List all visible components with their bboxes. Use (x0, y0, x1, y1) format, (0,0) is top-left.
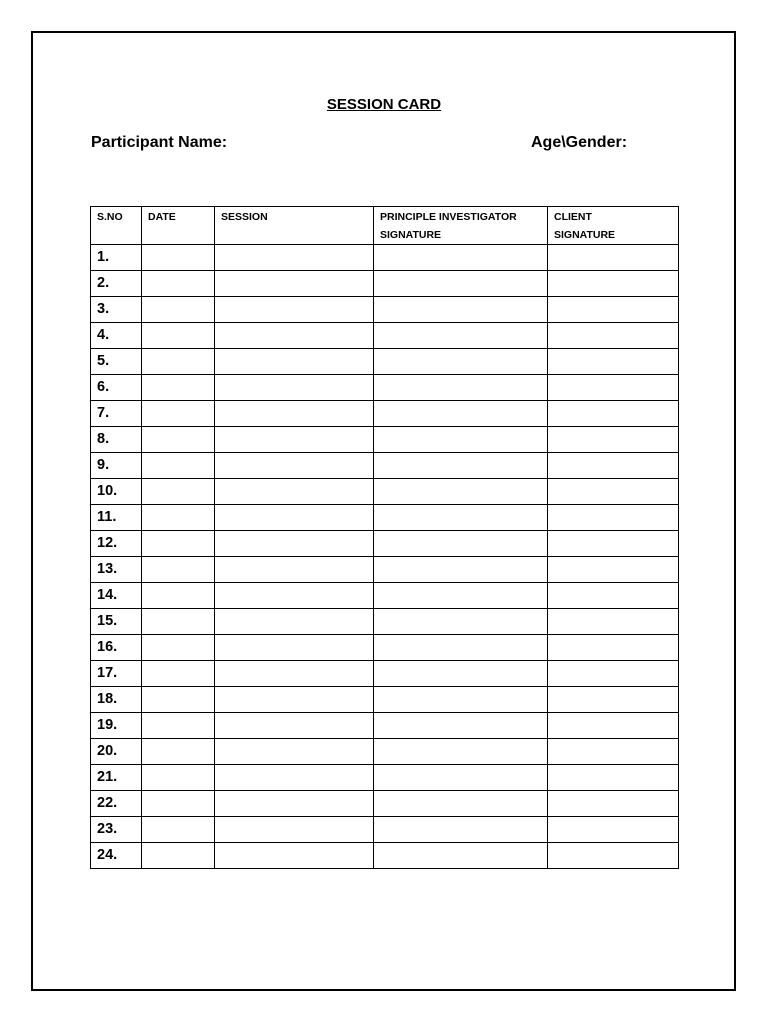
row-number-cell: 1. (91, 245, 142, 271)
date-cell[interactable] (142, 375, 215, 401)
pi-signature-cell[interactable] (374, 687, 548, 713)
client-signature-cell[interactable] (548, 843, 679, 869)
pi-signature-cell[interactable] (374, 557, 548, 583)
session-cell[interactable] (215, 427, 374, 453)
pi-signature-cell[interactable] (374, 453, 548, 479)
client-signature-cell[interactable] (548, 271, 679, 297)
session-table (90, 206, 679, 869)
client-signature-cell[interactable] (548, 817, 679, 843)
table-row (91, 557, 679, 583)
client-signature-cell[interactable] (548, 531, 679, 557)
client-signature-cell[interactable] (548, 635, 679, 661)
date-cell[interactable] (142, 687, 215, 713)
session-cell[interactable] (215, 635, 374, 661)
header-sno: S.NO (91, 207, 142, 245)
pi-signature-cell[interactable] (374, 297, 548, 323)
row-number-cell: 12. (91, 531, 142, 557)
client-signature-cell[interactable] (548, 323, 679, 349)
client-signature-cell[interactable] (548, 661, 679, 687)
table-row (91, 401, 679, 427)
pi-signature-cell[interactable] (374, 713, 548, 739)
table-row (91, 271, 679, 297)
session-cell[interactable] (215, 817, 374, 843)
client-signature-cell[interactable] (548, 739, 679, 765)
session-cell[interactable] (215, 245, 374, 271)
pi-signature-cell[interactable] (374, 635, 548, 661)
row-number-cell: 14. (91, 583, 142, 609)
row-number-cell: 17. (91, 661, 142, 687)
date-cell[interactable] (142, 635, 215, 661)
date-cell[interactable] (142, 323, 215, 349)
date-cell[interactable] (142, 765, 215, 791)
header-pi-line2: SIGNATURE (380, 229, 442, 241)
table-row (91, 375, 679, 401)
row-number-cell: 2. (91, 271, 142, 297)
client-signature-cell[interactable] (548, 245, 679, 271)
header-client-line1: CLIENT (554, 211, 592, 223)
row-number-cell: 20. (91, 739, 142, 765)
date-cell[interactable] (142, 401, 215, 427)
client-signature-cell[interactable] (548, 375, 679, 401)
table-row (91, 687, 679, 713)
pi-signature-cell[interactable] (374, 765, 548, 791)
session-cell[interactable] (215, 531, 374, 557)
session-cell[interactable] (215, 583, 374, 609)
header-pi-line1: PRINCIPLE INVESTIGATOR (380, 211, 517, 223)
client-signature-cell[interactable] (548, 687, 679, 713)
client-signature-cell[interactable] (548, 427, 679, 453)
date-cell[interactable] (142, 583, 215, 609)
session-cell[interactable] (215, 687, 374, 713)
page-title (0, 96, 768, 113)
table-row (91, 661, 679, 687)
session-cell[interactable] (215, 843, 374, 869)
row-number-cell: 22. (91, 791, 142, 817)
client-signature-cell[interactable] (548, 557, 679, 583)
client-signature-cell[interactable] (548, 583, 679, 609)
date-cell[interactable] (142, 271, 215, 297)
pi-signature-cell[interactable] (374, 323, 548, 349)
row-number-cell: 16. (91, 635, 142, 661)
session-cell[interactable] (215, 453, 374, 479)
table-row (91, 791, 679, 817)
header-pi-signature (374, 207, 548, 245)
table-row (91, 297, 679, 323)
table-body (91, 245, 679, 869)
pi-signature-cell[interactable] (374, 583, 548, 609)
pi-signature-cell[interactable] (374, 271, 548, 297)
row-number-cell: 18. (91, 687, 142, 713)
date-cell[interactable] (142, 505, 215, 531)
date-cell[interactable] (142, 739, 215, 765)
pi-signature-cell[interactable] (374, 843, 548, 869)
date-cell[interactable] (142, 843, 215, 869)
table-row (91, 479, 679, 505)
table-row (91, 453, 679, 479)
table-header-row (91, 207, 679, 245)
date-cell[interactable] (142, 531, 215, 557)
client-signature-cell[interactable] (548, 713, 679, 739)
table-row (91, 713, 679, 739)
client-signature-cell[interactable] (548, 401, 679, 427)
date-cell[interactable] (142, 791, 215, 817)
table-row (91, 505, 679, 531)
session-cell[interactable] (215, 401, 374, 427)
table-row (91, 609, 679, 635)
table-row (91, 323, 679, 349)
table-row (91, 531, 679, 557)
table-row (91, 245, 679, 271)
table-row (91, 817, 679, 843)
session-cell[interactable] (215, 271, 374, 297)
header-client-line2: SIGNATURE (554, 229, 616, 241)
row-number-cell: 11. (91, 505, 142, 531)
session-cell[interactable] (215, 661, 374, 687)
session-cell[interactable] (215, 297, 374, 323)
session-cell[interactable] (215, 609, 374, 635)
date-cell[interactable] (142, 427, 215, 453)
client-signature-cell[interactable] (548, 791, 679, 817)
pi-signature-cell[interactable] (374, 609, 548, 635)
row-number-cell: 24. (91, 843, 142, 869)
session-cell[interactable] (215, 557, 374, 583)
session-cell[interactable] (215, 479, 374, 505)
row-number-cell: 13. (91, 557, 142, 583)
date-cell[interactable] (142, 817, 215, 843)
row-number-cell: 15. (91, 609, 142, 635)
date-cell[interactable] (142, 453, 215, 479)
date-cell[interactable] (142, 349, 215, 375)
client-signature-cell[interactable] (548, 297, 679, 323)
pi-signature-cell[interactable] (374, 817, 548, 843)
date-cell[interactable] (142, 557, 215, 583)
session-cell[interactable] (215, 791, 374, 817)
pi-signature-cell[interactable] (374, 479, 548, 505)
page-title-text: SESSION CARD (326, 96, 442, 113)
row-number-cell: 23. (91, 817, 142, 843)
client-signature-cell[interactable] (548, 453, 679, 479)
pi-signature-cell[interactable] (374, 661, 548, 687)
session-cell[interactable] (215, 375, 374, 401)
pi-signature-cell[interactable] (374, 791, 548, 817)
table-row (91, 765, 679, 791)
client-signature-cell[interactable] (548, 505, 679, 531)
client-signature-cell[interactable] (548, 609, 679, 635)
session-cell[interactable] (215, 505, 374, 531)
date-cell[interactable] (142, 245, 215, 271)
header-client-signature (548, 207, 679, 245)
session-cell[interactable] (215, 713, 374, 739)
pi-signature-cell[interactable] (374, 375, 548, 401)
client-signature-cell[interactable] (548, 479, 679, 505)
pi-signature-cell[interactable] (374, 739, 548, 765)
client-signature-cell[interactable] (548, 349, 679, 375)
header-date: DATE (142, 207, 215, 245)
pi-signature-cell[interactable] (374, 505, 548, 531)
client-signature-cell[interactable] (548, 765, 679, 791)
table-row (91, 635, 679, 661)
table-row (91, 739, 679, 765)
row-number-cell: 5. (91, 349, 142, 375)
pi-signature-cell[interactable] (374, 531, 548, 557)
table-row (91, 349, 679, 375)
date-cell[interactable] (142, 297, 215, 323)
participant-name-label: Participant Name: (91, 134, 228, 151)
pi-signature-cell[interactable] (374, 245, 548, 271)
session-cell[interactable] (215, 765, 374, 791)
session-cell[interactable] (215, 739, 374, 765)
session-cell[interactable] (215, 349, 374, 375)
header-session: SESSION (215, 207, 374, 245)
table-row (91, 843, 679, 869)
row-number-cell: 4. (91, 323, 142, 349)
row-number-cell: 6. (91, 375, 142, 401)
date-cell[interactable] (142, 713, 215, 739)
session-cell[interactable] (215, 323, 374, 349)
pi-signature-cell[interactable] (374, 401, 548, 427)
row-number-cell: 10. (91, 479, 142, 505)
row-number-cell: 3. (91, 297, 142, 323)
table-row (91, 583, 679, 609)
row-number-cell: 8. (91, 427, 142, 453)
row-number-cell: 9. (91, 453, 142, 479)
row-number-cell: 19. (91, 713, 142, 739)
pi-signature-cell[interactable] (374, 349, 548, 375)
pi-signature-cell[interactable] (374, 427, 548, 453)
row-number-cell: 7. (91, 401, 142, 427)
date-cell[interactable] (142, 609, 215, 635)
row-number-cell: 21. (91, 765, 142, 791)
date-cell[interactable] (142, 479, 215, 505)
date-cell[interactable] (142, 661, 215, 687)
table-row (91, 427, 679, 453)
age-gender-label: Age\Gender: (531, 134, 628, 151)
